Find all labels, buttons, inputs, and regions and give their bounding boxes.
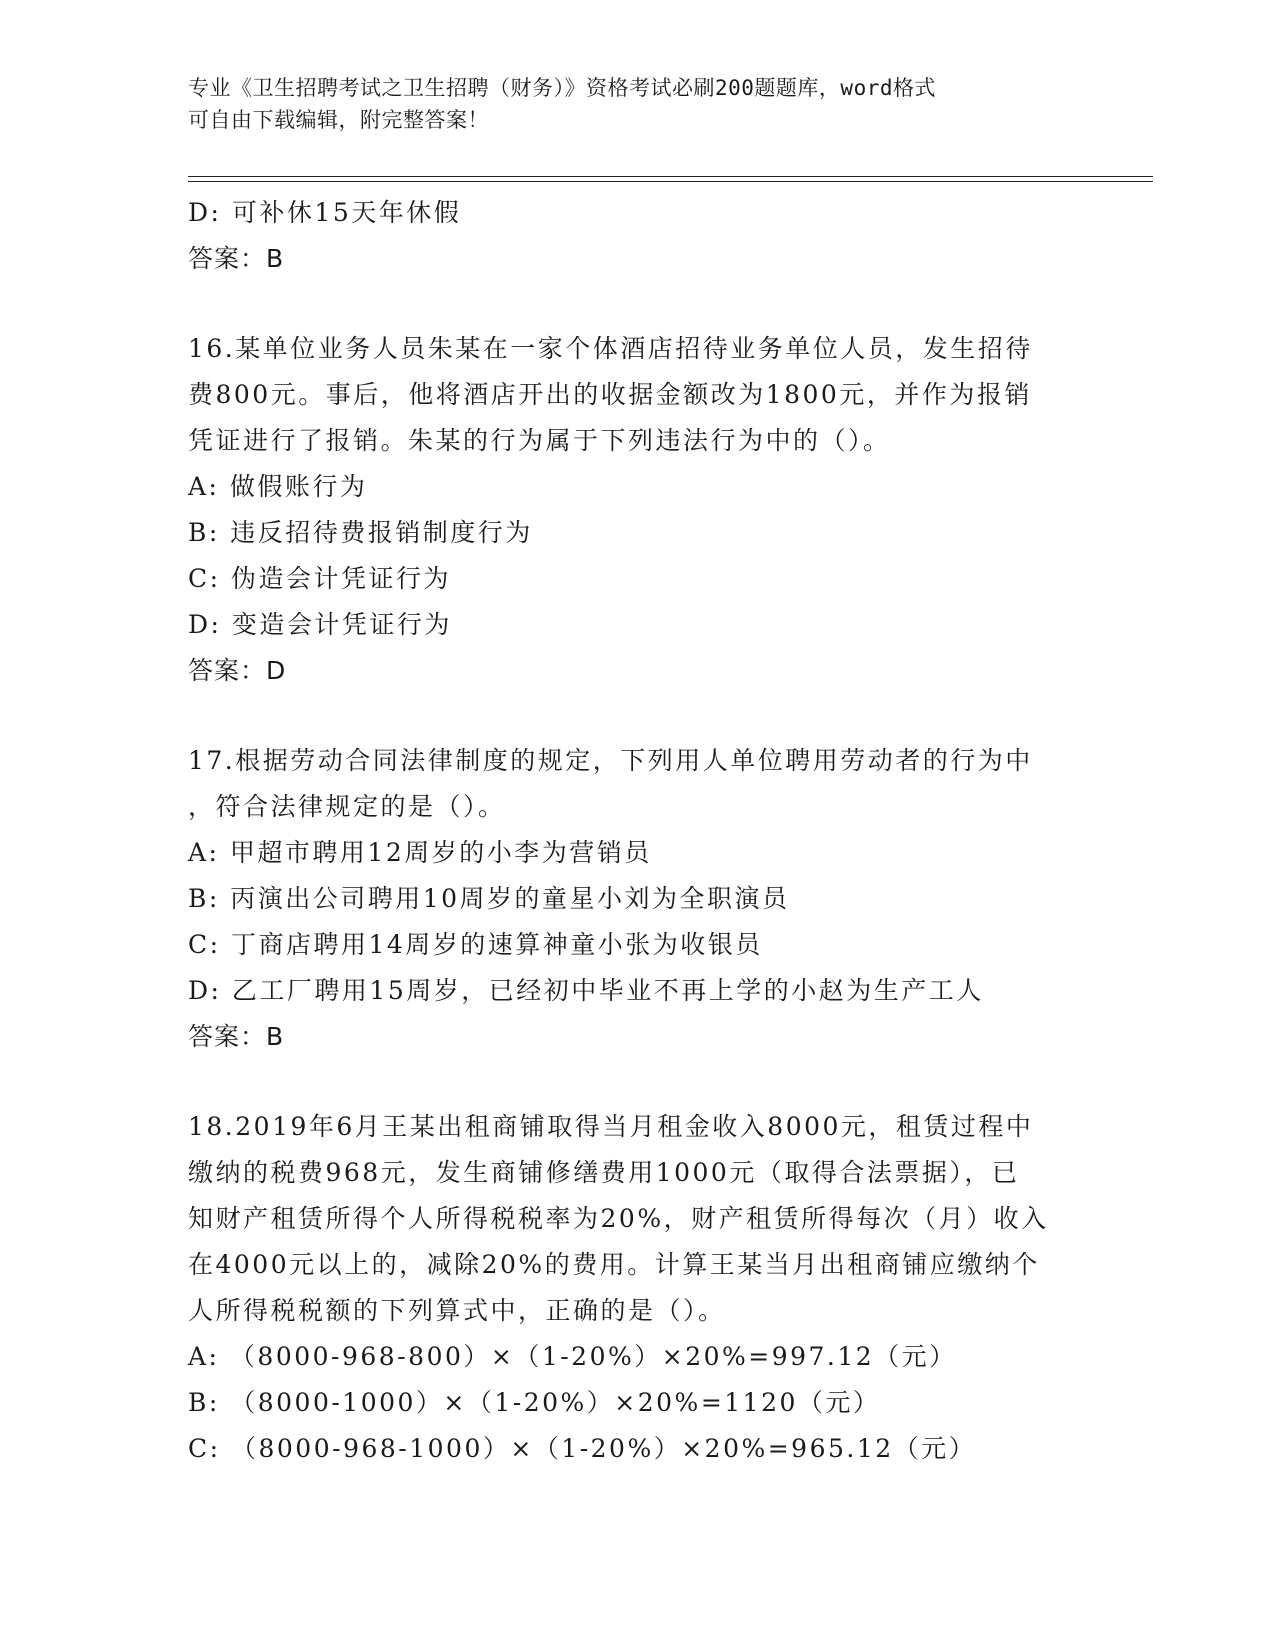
q18-stem-line: 在4000元以上的，减除20%的费用。计算王某当月出租商铺应缴纳个 xyxy=(188,1250,1040,1279)
q18-stem-line: 缴纳的税费968元，发生商铺修缮费用1000元（取得合法票据），已 xyxy=(188,1158,1020,1187)
q18-stem-line: 人所得税税额的下列算式中，正确的是（）。 xyxy=(188,1296,726,1325)
q16-answer: 答案：D xyxy=(188,656,287,685)
header-line-2: 可自由下载编辑，附完整答案！ xyxy=(188,108,489,132)
document-header xyxy=(188,72,1068,136)
question-18 xyxy=(188,1104,1088,1472)
prev-option-d: D: 可补休15天年休假 xyxy=(188,198,462,227)
q17-option-a: A: 甲超市聘用12周岁的小李为营销员 xyxy=(188,838,652,867)
question-17 xyxy=(188,738,1088,1060)
question-content xyxy=(188,190,1088,1472)
q17-option-d: D: 乙工厂聘用15周岁，已经初中毕业不再上学的小赵为生产工人 xyxy=(188,976,984,1005)
q18-option-c: C: （8000-968-1000）×（1-20%）×20%=965.12（元） xyxy=(188,1434,977,1463)
prev-answer: 答案：B xyxy=(188,244,285,273)
q16-option-b: B: 违反招待费报销制度行为 xyxy=(188,518,533,547)
header-divider-top xyxy=(188,176,1153,177)
q17-stem-line: 17.根据劳动合同法律制度的规定，下列用人单位聘用劳动者的行为中 xyxy=(188,746,1033,775)
q18-stem-line: 18.2019年6月王某出租商铺取得当月租金收入8000元，租赁过程中 xyxy=(188,1112,1034,1141)
q16-stem-line: 16.某单位业务人员朱某在一家个体酒店招待业务单位人员，发生招待 xyxy=(188,334,1033,363)
q16-option-c: C: 伪造会计凭证行为 xyxy=(188,564,451,593)
q18-option-b: B: （8000-1000）×（1-20%）×20%=1120（元） xyxy=(188,1388,881,1417)
header-divider-bottom xyxy=(188,181,1153,182)
q16-stem-line: 费800元。事后，他将酒店开出的收据金额改为1800元，并作为报销 xyxy=(188,380,1032,409)
question-16 xyxy=(188,326,1088,694)
q18-stem-line: 知财产租赁所得个人所得税税率为20%，财产租赁所得每次（月）收入 xyxy=(188,1204,1049,1233)
q17-option-b: B: 丙演出公司聘用10周岁的童星小刘为全职演员 xyxy=(188,884,790,913)
q17-answer: 答案：B xyxy=(188,1022,285,1051)
q16-option-d: D: 变造会计凭证行为 xyxy=(188,610,452,639)
q17-option-c: C: 丁商店聘用14周岁的速算神童小张为收银员 xyxy=(188,930,763,959)
q18-option-a: A: （8000-968-800）×（1-20%）×20%=997.12（元） xyxy=(188,1342,957,1371)
q16-stem-line: 凭证进行了报销。朱某的行为属于下列违法行为中的（）。 xyxy=(188,426,891,455)
header-line-1: 专业《卫生招聘考试之卫生招聘（财务）》资格考试必刷200题题库，word格式 xyxy=(188,76,936,100)
q17-stem-line: ，符合法律规定的是（）。 xyxy=(188,792,506,821)
q16-option-a: A: 做假账行为 xyxy=(188,472,368,501)
